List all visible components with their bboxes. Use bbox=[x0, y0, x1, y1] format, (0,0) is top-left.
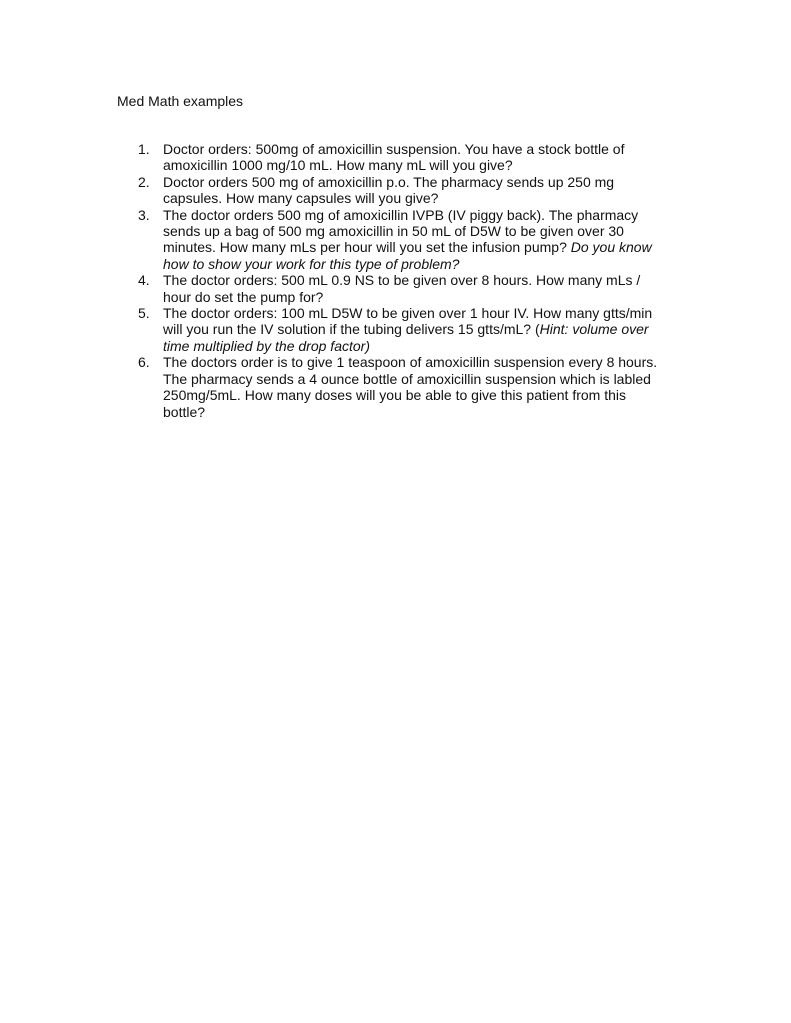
question-item bbox=[138, 272, 671, 305]
question-text bbox=[163, 272, 671, 305]
question-hint: Hint: volume over time multiplied by the drop factor) bbox=[163, 321, 649, 354]
question-number: 2. bbox=[138, 173, 150, 190]
question-body: The doctor orders: 100 mL D5W to be given over 1 hour IV. How many gtts/min will you run the IV solution if the tubing delivers 15 gtts/mL? ( bbox=[163, 305, 653, 338]
document-title: Med Math examples bbox=[117, 93, 244, 109]
question-body: Doctor orders 500 mg of amoxicillin p.o. The pharmacy sends up 250 mg capsules. How many capsules will you give? bbox=[163, 173, 615, 207]
question-text bbox=[163, 207, 671, 273]
question-number: 1. bbox=[138, 141, 150, 157]
question-text bbox=[163, 305, 671, 354]
question-text bbox=[163, 354, 671, 420]
question-list bbox=[138, 141, 671, 420]
question-item bbox=[138, 354, 671, 420]
question-item bbox=[138, 173, 671, 207]
question-note: Do you know how to show your work for this type of problem? bbox=[163, 239, 652, 272]
question-body: Doctor orders: 500mg of amoxicillin suspension. You have a stock bottle of amoxicillin 1000 mg/10 mL. How many mL will you give? bbox=[163, 141, 625, 174]
question-text bbox=[163, 174, 671, 207]
question-body: The doctor orders: 500 mL 0.9 NS to be given over 8 hours. How many mLs / hour do set the pump for? bbox=[163, 272, 641, 305]
question-item bbox=[138, 305, 671, 354]
question-body: The doctor orders 500 mg of amoxicillin IVPB (IV piggy back). The pharmacy sends up a bag of 500 mg amoxicillin in 50 mL of D5W to be given over 30 minutes. How many mLs per hour will you set the infusion pump? bbox=[163, 206, 639, 256]
question-item bbox=[138, 206, 671, 273]
question-body: The doctors order is to give 1 teaspoon of amoxicillin suspension every 8 hours. The pharmacy sends a 4 ounce bottle of amoxicillin suspension which is labled 250mg/5mL. How many doses will you be able to give this patient from this bottle? bbox=[163, 354, 658, 420]
question-number: 3. bbox=[138, 206, 150, 223]
question-number: 5. bbox=[138, 305, 150, 322]
question-number: 4. bbox=[138, 272, 150, 289]
question-text bbox=[163, 141, 671, 174]
question-number: 6. bbox=[138, 354, 150, 371]
question-item bbox=[138, 141, 671, 174]
